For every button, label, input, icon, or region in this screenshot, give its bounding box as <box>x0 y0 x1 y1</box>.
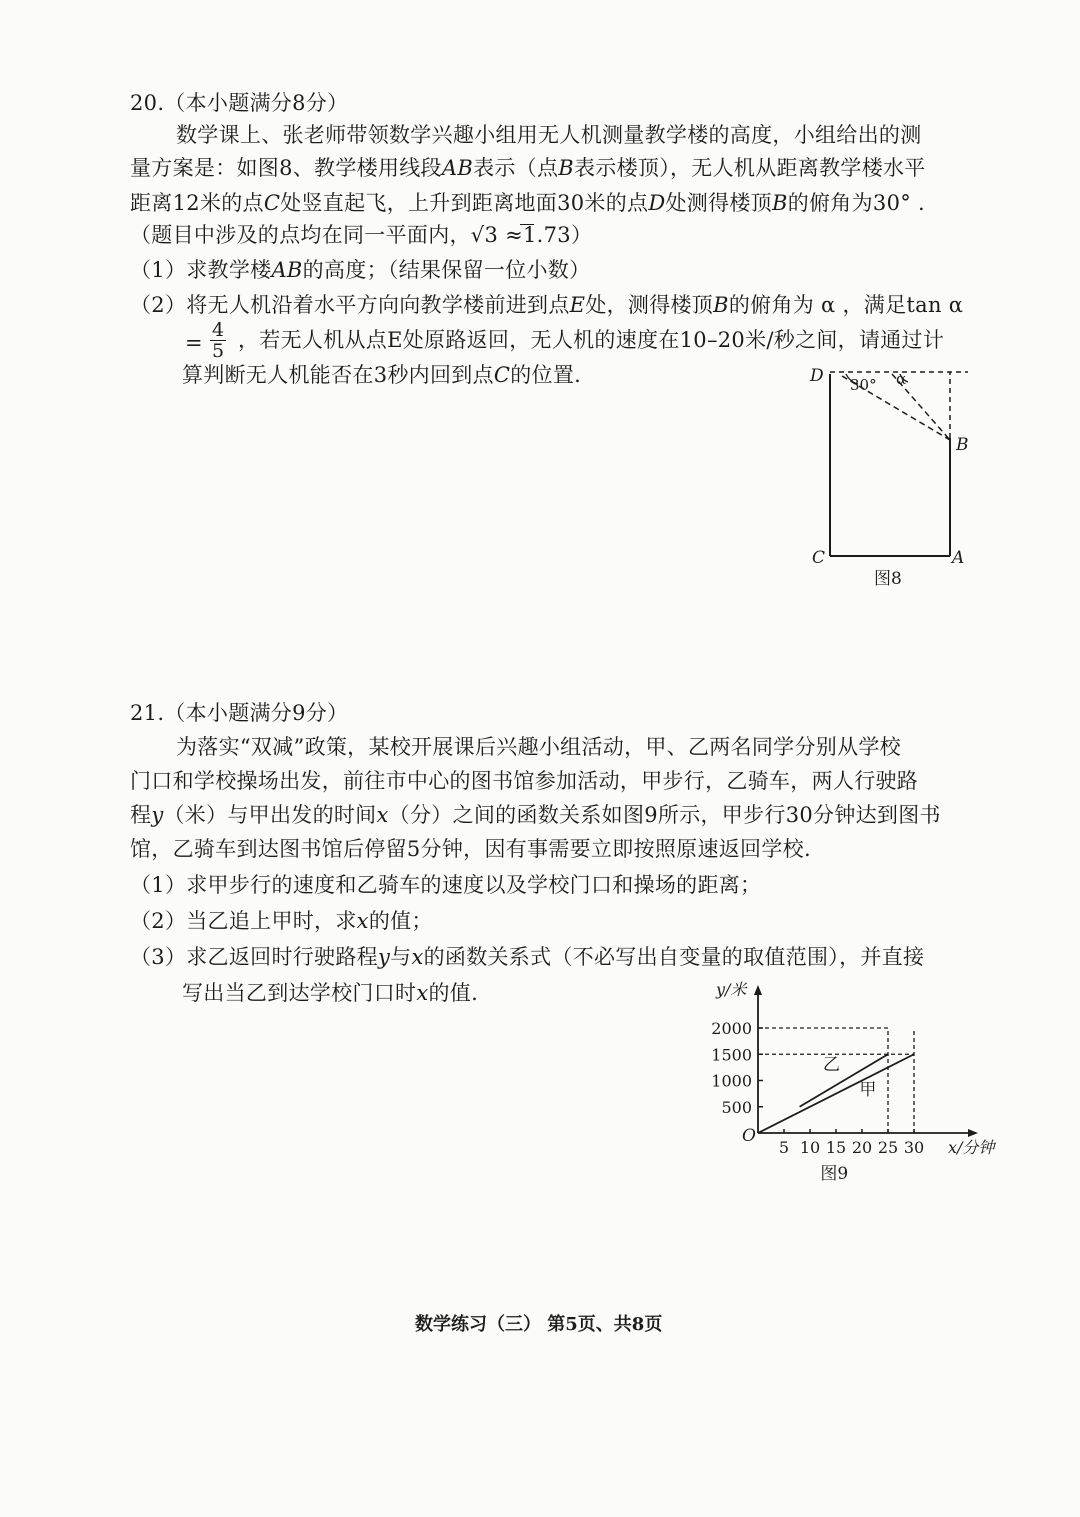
q20-header: 20.（本小题满分8分） <box>130 91 349 115</box>
math-variable: E <box>569 293 586 317</box>
text-run: （1）求教学楼 <box>130 258 272 282</box>
series-label-yi: 乙 <box>823 1055 840 1075</box>
math-variable: x <box>411 945 424 969</box>
text-run: 的值. <box>428 981 479 1005</box>
text-run: 的俯角为30° . <box>787 191 925 215</box>
series-label-jia: 甲 <box>859 1080 877 1101</box>
x-axis-arrow <box>968 1129 978 1137</box>
q21-para-line-4 <box>130 834 811 864</box>
q20-sub1 <box>130 255 590 285</box>
figure-8-caption: 图8 <box>874 569 902 589</box>
q21-header: 21.（本小题满分9分） <box>130 701 349 725</box>
q21-sub2 <box>130 906 433 936</box>
text-run: 表示（点 <box>473 156 559 180</box>
math-variable: x <box>356 909 369 933</box>
math-variable: C <box>263 191 281 215</box>
text-run: 的位置. <box>510 363 582 387</box>
x-axis-label: x/分钟 <box>948 1138 995 1157</box>
text-run: （2）将无人机沿着水平方向向教学楼前进到点 <box>130 293 570 317</box>
text-run: 处，测得楼顶 <box>585 293 714 317</box>
text-run: 的函数关系式（不必写出自变量的取值范围），并直接 <box>423 945 925 969</box>
text-run: （3）求乙返回时行驶路程 <box>130 945 378 969</box>
y-tick-label-500: 500 <box>721 1097 752 1117</box>
text-run: 处测得楼顶 <box>665 191 772 215</box>
text-run: 程 <box>130 803 152 827</box>
y-tick-label-1000: 1000 <box>711 1071 752 1091</box>
text-run: 距离12米的点 <box>130 191 264 215</box>
text-run: 馆，乙骑车到达图书馆后停留5分钟，因有事需要立即按照原速返回学校. <box>130 837 811 861</box>
math-variable: x <box>376 803 389 827</box>
q21-para-line-1 <box>176 732 901 762</box>
x-tick-label-5: 5 <box>778 1138 790 1157</box>
math-variable: x <box>416 981 429 1005</box>
text-run: 量方案是：如图8、教学楼用线段 <box>130 156 442 180</box>
math-variable: B <box>713 293 729 317</box>
y-tick-label-2000: 2000 <box>711 1019 752 1038</box>
label-D: D <box>810 366 824 386</box>
q21-para-line-3 <box>130 800 941 830</box>
x-tick-label-20: 20 <box>851 1138 873 1157</box>
text-run: （2）当乙追上甲时，求 <box>130 909 357 933</box>
sqrt-overbar <box>520 224 534 225</box>
text-run: 表示楼顶），无人机从距离教学楼水平 <box>574 156 926 180</box>
figure-9-caption: 图9 <box>820 1164 849 1184</box>
math-variable: AB <box>441 156 474 180</box>
math-variable: AB <box>271 258 303 282</box>
figure-9-chart <box>700 975 1000 1195</box>
q20-sub2-equals: = <box>185 331 203 355</box>
q20-sub2-line-3 <box>182 360 581 390</box>
text-run: 的俯角为 α ，满足tan α <box>728 293 964 317</box>
origin-label: O <box>742 1126 756 1146</box>
text-run: 与 <box>390 945 412 969</box>
x-tick-label-25: 25 <box>877 1138 899 1157</box>
q21-sub3-line-1 <box>130 942 924 972</box>
math-variable: y <box>377 945 391 969</box>
page-footer: 数学练习（三） 第5页、共8页 <box>415 1314 663 1335</box>
text-run: （题目中涉及的点均在同一平面内，√3 ≈1.73） <box>130 223 593 247</box>
x-tick-label-10: 10 <box>799 1138 821 1157</box>
math-variable: y <box>151 803 164 827</box>
figure-8-diagram <box>800 360 990 590</box>
text-run: （分）之间的函数关系如图9所示，甲步行30分钟达到图书 <box>388 803 941 827</box>
math-variable: B <box>558 156 574 180</box>
fraction-numerator: 4 <box>212 319 225 341</box>
math-variable: C <box>493 363 511 387</box>
math-variable: B <box>771 191 788 215</box>
text-run: 的值； <box>368 909 433 933</box>
text-run: 数学课上、张老师带领数学兴趣小组用无人机测量教学楼的高度，小组给出的测 <box>176 123 922 147</box>
text-run: 写出当乙到达学校门口时 <box>182 981 417 1005</box>
q20-sub2-line-1 <box>130 290 963 320</box>
text-run: 门口和学校操场出发，前往市中心的图书馆参加活动，甲步行，乙骑车，两人行驶路 <box>130 769 919 793</box>
q21-sub3-line-2 <box>182 978 478 1008</box>
x-tick-label-30: 30 <box>903 1138 925 1157</box>
y-tick-label-1500: 1500 <box>711 1045 752 1065</box>
label-angle-alpha: α <box>896 370 907 388</box>
q20-para-line-2 <box>130 153 926 183</box>
label-C: C <box>812 548 826 568</box>
q21-para-line-2 <box>130 766 918 796</box>
text-run: （1）求甲步行的速度和乙骑车的速度以及学校门口和操场的距离； <box>130 873 762 897</box>
y-axis-arrow <box>754 985 762 995</box>
text-run: 为落实“双减”政策，某校开展课后兴趣小组活动，甲、乙两名同学分别从学校 <box>176 735 901 759</box>
text-run: 处竖直起飞，上升到距离地面30米的点 <box>280 191 649 215</box>
q20-para-line-1 <box>176 120 922 150</box>
text-run: 算判断无人机能否在3秒内回到点 <box>182 363 494 387</box>
label-angle-30: 30° <box>850 376 877 394</box>
q20-sub2-line-2: ，若无人机从点E处原路返回，无人机的速度在10–20米/秒之间，请通过计 <box>238 328 945 352</box>
y-axis-label: y/米 <box>716 980 747 999</box>
fraction-four-fifths <box>210 320 226 361</box>
text-run: 的高度；（结果保留一位小数） <box>302 258 591 282</box>
label-A: A <box>952 548 965 568</box>
q20-para-line-3 <box>130 188 925 218</box>
x-tick-label-15: 15 <box>825 1138 847 1157</box>
text-run: （米）与甲出发的时间 <box>163 803 377 827</box>
label-B: B <box>956 435 969 455</box>
fraction-denominator: 5 <box>212 340 225 362</box>
math-variable: D <box>648 191 666 215</box>
q21-sub1 <box>130 870 761 900</box>
